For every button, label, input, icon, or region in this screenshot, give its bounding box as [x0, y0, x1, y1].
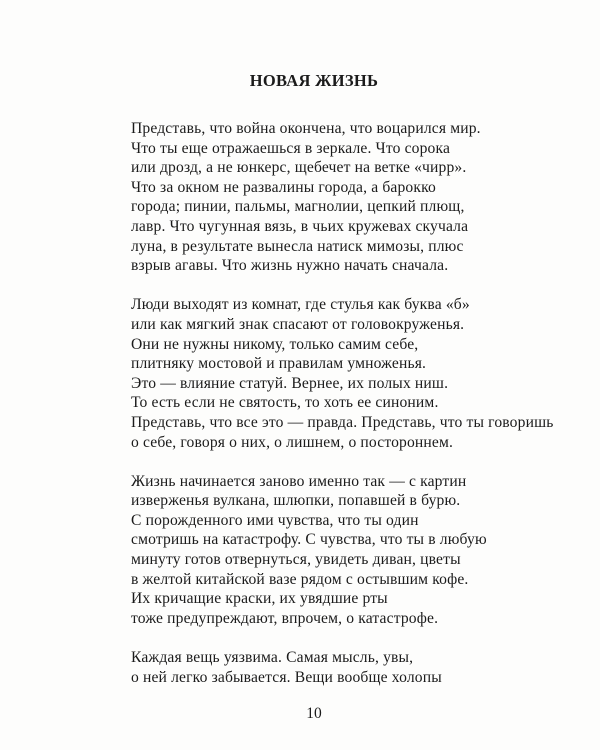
poem-line: плитняку мостовой и правилам умноженья.	[131, 355, 427, 373]
poem-body	[131, 119, 571, 707]
poem-line: или дрозд, а не юнкерс, щебечет на ветке «чирр».	[131, 159, 467, 177]
poem-line: луна, в результате вынесла натиск мимозы, плюс	[131, 237, 464, 255]
poem-line: о ней легко забывается. Вещи вообще холопы	[131, 668, 442, 686]
poem-line: города; пинии, пальмы, магнолии, цепкий плющ,	[131, 198, 465, 216]
poem-line: Представь, что война окончена, что воцарился мир.	[131, 120, 481, 137]
stanza	[131, 119, 571, 276]
poem-line: изверженья вулкана, шлюпки, попавшей в бурю.	[131, 492, 461, 510]
poem-line: тоже предупреждают, впрочем, о катастрофе.	[131, 609, 439, 627]
poem-line: Это — влияние статуй. Вернее, их полых ниш.	[131, 374, 449, 392]
poem-line: Их кричащие краски, их увядшие рты	[131, 590, 388, 608]
poem-line: Что ты еще отражаешься в зеркале. Что сорока	[131, 139, 451, 157]
poem-line: лавр. Что чугунная вязь, в чьих кружевах скучала	[131, 217, 469, 235]
poem-line: смотришь на катастрофу. С чувства, что ты в любую	[131, 531, 487, 549]
poem-line: Что за окном не развалины города, а барокко	[131, 178, 436, 196]
poem-line: минуту готов отвернуться, увидеть диван, цветы	[131, 551, 461, 569]
poem-line: или как мягкий знак спасают от головокруженья.	[131, 315, 465, 333]
poem-line: Каждая вещь уязвима. Самая мысль, увы,	[131, 649, 414, 667]
stanza	[131, 472, 571, 629]
poem-line: Они не нужны никому, только самим себе,	[131, 335, 419, 353]
page-number: 10	[306, 705, 322, 722]
stanza	[131, 648, 571, 687]
poem-line: Представь, что все это — правда. Представь, что ты говоришь	[131, 413, 554, 431]
stanza	[131, 295, 571, 452]
poem-line: о себе, говоря о них, о лишнем, о постороннем.	[131, 433, 454, 451]
poem-line: Жизнь начинается заново именно так — с картин	[131, 472, 467, 490]
poem-line: в желтой китайской вазе рядом с остывшим кофе.	[131, 570, 469, 588]
poem-title: НОВАЯ ЖИЗНЬ	[249, 71, 379, 90]
poem-line: То есть если не святость, то хоть ее синоним.	[131, 394, 439, 412]
poem-line: Люди выходят из комнат, где стулья как буква «б»	[131, 296, 470, 314]
poem-line: С порожденного ими чувства, что ты один	[131, 511, 419, 529]
poem-line: взрыв агавы. Что жизнь нужно начать сначала.	[131, 257, 449, 275]
